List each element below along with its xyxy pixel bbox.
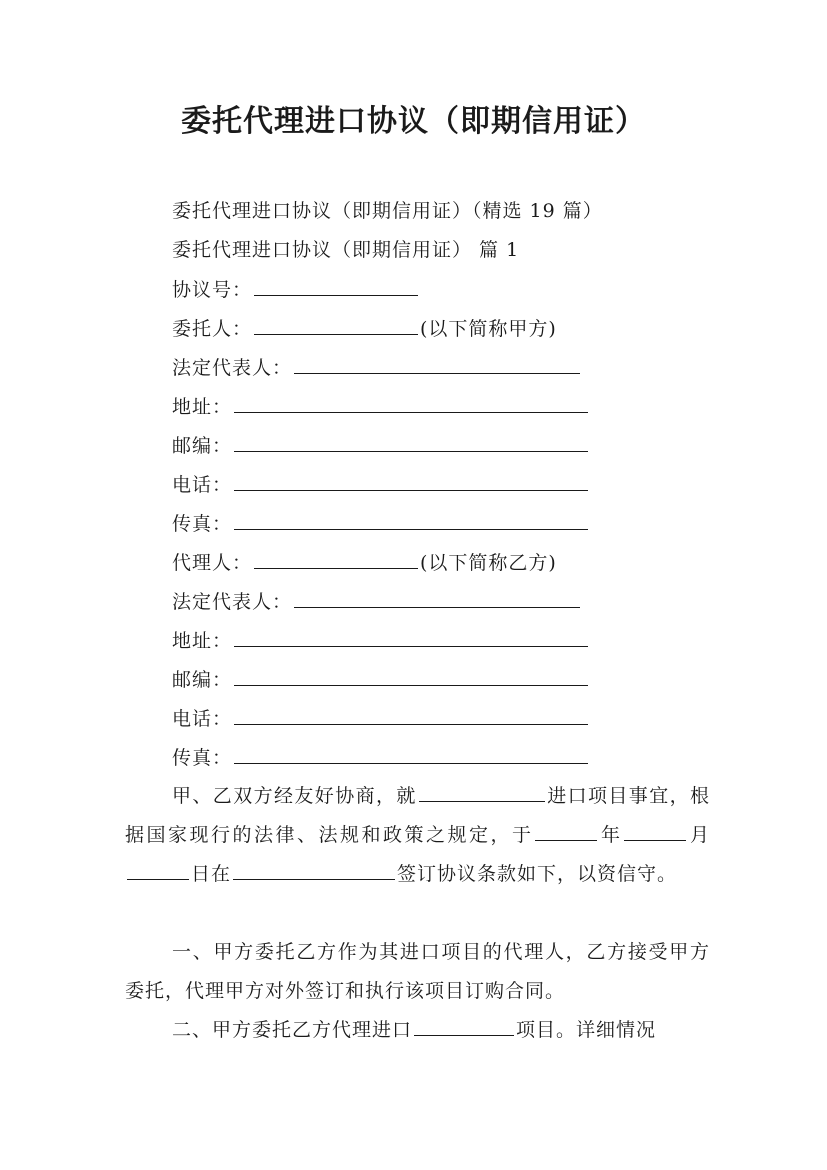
import-project-blank — [414, 1015, 514, 1036]
year-blank — [535, 820, 597, 841]
address-b-row — [172, 626, 590, 655]
fax-b-label: 传真： — [172, 747, 233, 769]
agent-label: 代理人： — [172, 552, 253, 574]
paragraph-1-day-label: 日在 — [191, 863, 232, 885]
paragraph-3-part-1: 二、甲方委托乙方代理进口 — [172, 1019, 413, 1041]
legal-rep-b-label: 法定代表人： — [172, 591, 293, 613]
fax-b-blank — [234, 743, 588, 764]
agreement-no-blank — [254, 275, 418, 296]
phone-b-row — [172, 704, 590, 733]
principal-blank — [254, 314, 418, 335]
paragraph-1-part-1: 甲、乙双方经友好协商，就 — [172, 785, 417, 807]
address-b-label: 地址： — [172, 630, 233, 652]
fax-b-row — [172, 743, 590, 772]
legal-rep-b-blank — [294, 587, 580, 608]
legal-rep-a-label: 法定代表人： — [172, 357, 293, 379]
phone-a-row — [172, 470, 590, 499]
paragraph-1-part-3: 签订协议条款如下，以资信守。 — [397, 863, 678, 885]
paragraph-3-part-2: 项目。详细情况 — [516, 1019, 657, 1041]
postcode-b-row — [172, 665, 590, 694]
address-a-label: 地址： — [172, 396, 233, 418]
document-subtitle: 委托代理进口协议（即期信用证）（精选 19 篇） — [172, 200, 603, 222]
phone-b-label: 电话： — [172, 708, 233, 730]
phone-a-blank — [234, 470, 588, 491]
paragraph-1-part-2: 进口项目事宜，根据国家现行的法律、法规和政策之规定，于 — [125, 785, 710, 846]
document-title: 委托代理进口协议（即期信用证） — [181, 104, 646, 139]
legal-rep-b-row — [172, 587, 582, 616]
phone-a-label: 电话： — [172, 474, 233, 496]
place-blank — [233, 859, 395, 880]
agreement-no-row — [172, 275, 420, 304]
paragraph-2: 一、甲方委托乙方作为其进口项目的代理人，乙方接受甲方委托，代理甲方对外签订和执行该项目订购合同。 — [125, 941, 710, 1002]
agent-suffix: (以下简称乙方) — [420, 552, 557, 574]
agent-row — [172, 548, 557, 577]
day-blank — [127, 859, 189, 880]
fax-a-blank — [234, 509, 588, 530]
address-a-row — [172, 392, 590, 421]
fax-a-row — [172, 509, 590, 538]
month-blank — [624, 820, 686, 841]
postcode-b-blank — [234, 665, 588, 686]
project-name-blank — [419, 781, 545, 802]
paragraph-1-year-label: 年 — [599, 824, 623, 846]
principal-label: 委托人： — [172, 318, 253, 340]
postcode-a-row — [172, 431, 590, 460]
paragraph-3 — [125, 1011, 710, 1050]
paragraph-1-month-label: 月 — [688, 824, 710, 846]
principal-suffix: (以下简称甲方) — [420, 318, 557, 340]
legal-rep-a-row — [172, 353, 582, 382]
fax-a-label: 传真： — [172, 513, 233, 535]
address-b-blank — [234, 626, 588, 647]
postcode-b-label: 邮编： — [172, 669, 233, 691]
section-heading: 委托代理进口协议（即期信用证） 篇 1 — [172, 239, 520, 261]
agent-blank — [254, 548, 418, 569]
postcode-a-label: 邮编： — [172, 435, 233, 457]
agreement-no-label: 协议号： — [172, 279, 253, 301]
legal-rep-a-blank — [294, 353, 580, 374]
postcode-a-blank — [234, 431, 588, 452]
phone-b-blank — [234, 704, 588, 725]
principal-row — [172, 314, 557, 343]
address-a-blank — [234, 392, 588, 413]
paragraph-1 — [125, 777, 710, 894]
